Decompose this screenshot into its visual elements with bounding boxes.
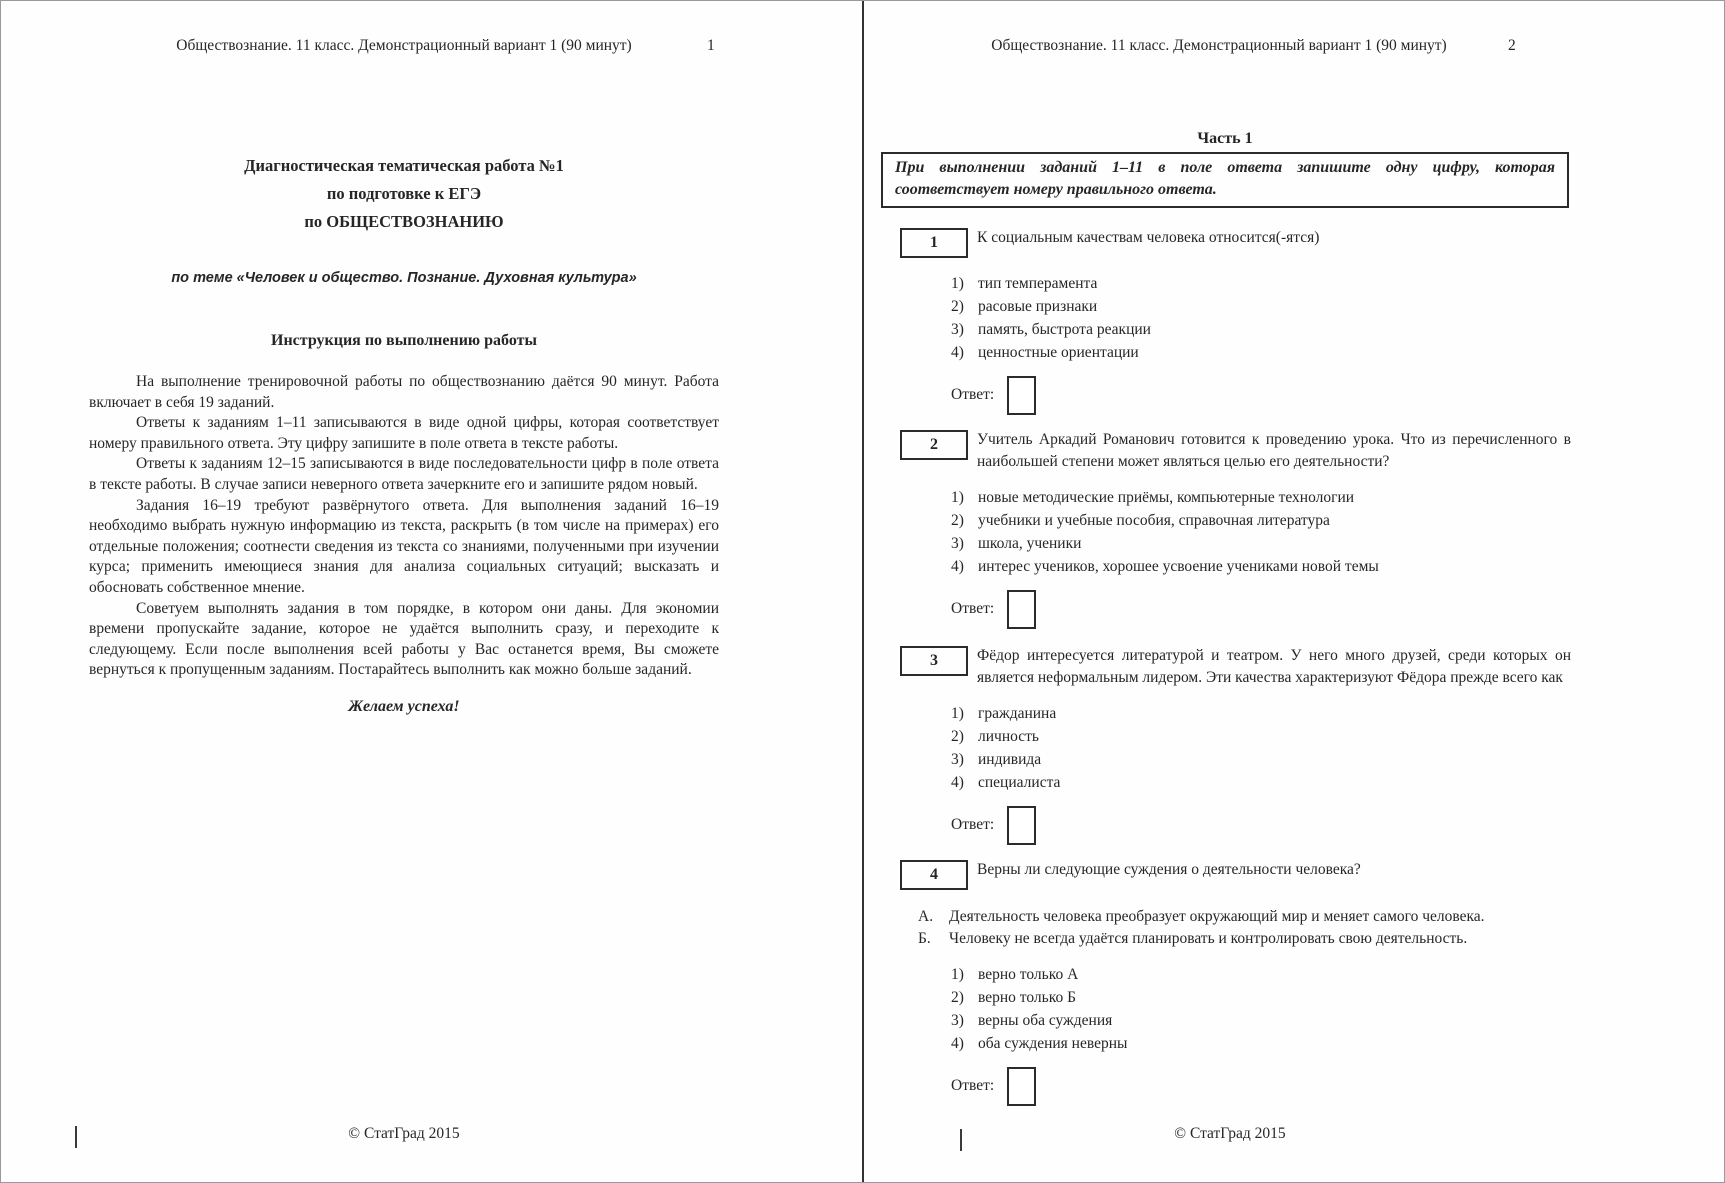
question-1 xyxy=(900,227,1576,415)
page-number: 1 xyxy=(707,37,715,54)
page-number: 2 xyxy=(1508,37,1516,54)
option-row xyxy=(951,1009,1576,1032)
crop-mark xyxy=(75,1126,77,1148)
option-row xyxy=(951,318,1576,341)
title-line-3: по ОБЩЕСТВОЗНАНИЮ xyxy=(304,212,504,231)
question-number-box: 1 xyxy=(900,228,968,258)
instructions-body xyxy=(89,372,719,681)
footer-copyright: © СтатГрад 2015 xyxy=(348,1125,460,1142)
option-row xyxy=(951,555,1576,578)
statement-marker: А. xyxy=(918,908,934,925)
option-marker: 1) xyxy=(951,705,964,722)
answer-box[interactable] xyxy=(1007,806,1036,845)
answer-label: Ответ: xyxy=(951,1077,995,1094)
option-text: специалиста xyxy=(978,774,1061,791)
answer-box[interactable] xyxy=(1007,376,1036,415)
instructions-heading: Инструкция по выполнению работы xyxy=(271,332,537,349)
options-list xyxy=(951,272,1576,364)
option-marker: 2) xyxy=(951,728,964,745)
option-text: новые методические приёмы, компьютерные технологии xyxy=(978,489,1355,506)
option-text: тип темперамента xyxy=(978,275,1098,292)
question-text: Фёдор интересуется литературой и театром. У него много друзей, среди которых он является неформальным лидером. Эти качества характеризуют Фёдора прежде всего как xyxy=(977,647,1571,686)
theme-line: по теме «Человек и общество. Познание. Духовная культура» xyxy=(171,270,637,286)
option-marker: 1) xyxy=(951,966,964,983)
option-marker: 3) xyxy=(951,321,964,338)
option-row xyxy=(951,963,1576,986)
document-title xyxy=(89,152,719,236)
options-list xyxy=(951,702,1576,794)
option-row xyxy=(951,748,1576,771)
option-marker: 4) xyxy=(951,344,964,361)
option-text: гражданина xyxy=(978,705,1057,722)
statements-list xyxy=(918,906,1534,949)
option-marker: 3) xyxy=(951,1012,964,1029)
page-2 xyxy=(862,1,1724,1182)
option-text: расовые признаки xyxy=(978,298,1098,315)
option-text: верно только Б xyxy=(978,989,1076,1006)
option-text: ценностные ориентации xyxy=(978,344,1139,361)
option-row xyxy=(951,295,1576,318)
question-text: Учитель Аркадий Романович готовится к проведению урока. Что из перечисленного в наибольшей степени может являться целью его деятельности? xyxy=(977,431,1571,470)
question-number-box: 2 xyxy=(900,430,968,460)
option-row xyxy=(951,1032,1576,1055)
option-marker: 3) xyxy=(951,751,964,768)
answer-label: Ответ: xyxy=(951,600,995,617)
question-text: К социальным качествам человека относится(-ятся) xyxy=(977,229,1320,246)
part-heading: Часть 1 xyxy=(1197,130,1253,147)
option-marker: 2) xyxy=(951,512,964,529)
option-marker: 1) xyxy=(951,275,964,292)
option-marker: 4) xyxy=(951,558,964,575)
instruction-paragraph: Советуем выполнять задания в том порядке, в котором они даны. Для экономии времени пропускайте задание, которое не удаётся выполнить сразу, и переходите к следующему. Если после выполнения всей работы у Вас останется время, Вы сможете вернуться к пропущенным заданиям. Постарайтесь выполнить как можно больше заданий. xyxy=(89,599,719,679)
option-marker: 3) xyxy=(951,535,964,552)
option-row xyxy=(951,702,1576,725)
option-marker: 4) xyxy=(951,774,964,791)
title-line-1: Диагностическая тематическая работа №1 xyxy=(244,156,564,175)
answer-box[interactable] xyxy=(1007,1067,1036,1106)
question-2 xyxy=(900,429,1576,629)
option-text: школа, ученики xyxy=(978,535,1082,552)
question-4 xyxy=(900,859,1576,1106)
instruction-paragraph: Ответы к заданиям 1–11 записываются в виде одной цифры, которая соответствует номеру правильного ответа. Эту цифру запишите в поле ответа в тексте работы. xyxy=(89,414,719,452)
question-text: Верны ли следующие суждения о деятельности человека? xyxy=(977,861,1361,878)
question-3 xyxy=(900,645,1576,845)
option-text: оба суждения неверны xyxy=(978,1035,1128,1052)
option-text: индивида xyxy=(978,751,1042,768)
footer-copyright: © СтатГрад 2015 xyxy=(1174,1125,1286,1142)
instruction-paragraph: Задания 16–19 требуют развёрнутого ответа. Для выполнения заданий 16–19 необходимо выбрать нужную информацию из текста, раскрыть (в том числе на примерах) его отдельные положения; соотнести сведения из текста со знаниями, полученными при изучении курса; применить имеющиеся знания для анализа социальных ситуаций; высказать и обосновать собственное мнение. xyxy=(89,496,719,596)
option-text: память, быстрота реакции xyxy=(978,321,1151,338)
statement-text: Деятельность человека преобразует окружающий мир и меняет самого человека. xyxy=(949,908,1485,925)
option-marker: 2) xyxy=(951,298,964,315)
option-row xyxy=(951,771,1576,794)
good-luck-line: Желаем успеха! xyxy=(348,698,460,715)
option-row xyxy=(951,532,1576,555)
option-text: верны оба суждения xyxy=(978,1012,1113,1029)
instruction-paragraph: На выполнение тренировочной работы по обществознанию даётся 90 минут. Работа включает в себя 19 заданий. xyxy=(89,373,719,411)
page-1 xyxy=(1,1,862,1182)
option-text: учебники и учебные пособия, справочная литература xyxy=(978,512,1330,529)
option-row xyxy=(951,341,1576,364)
option-row xyxy=(951,509,1576,532)
option-text: интерес учеников, хорошее усвоение учениками новой темы xyxy=(978,558,1379,575)
part-instruction-box: При выполнении заданий 1–11 в поле ответа запишите одну цифру, которая соответствует номеру правильного ответа. xyxy=(881,152,1569,208)
question-number-box: 4 xyxy=(900,860,968,890)
option-marker: 2) xyxy=(951,989,964,1006)
option-text: личность xyxy=(978,728,1039,745)
instruction-paragraph: Ответы к заданиям 12–15 записываются в виде последовательности цифр в поле ответа в тексте работы. В случае записи неверного ответа зачеркните его и запишите рядом новый. xyxy=(89,455,719,493)
answer-label: Ответ: xyxy=(951,816,995,833)
options-list xyxy=(951,963,1576,1055)
statement-marker: Б. xyxy=(918,929,931,947)
option-row xyxy=(951,986,1576,1009)
running-header: Обществознание. 11 класс. Демонстрационный вариант 1 (90 минут) xyxy=(991,37,1447,54)
title-line-2: по подготовке к ЕГЭ xyxy=(326,184,482,203)
option-row xyxy=(951,272,1576,295)
option-text: верно только А xyxy=(978,966,1079,983)
answer-box[interactable] xyxy=(1007,590,1036,629)
statement-text: Человеку не всегда удаётся планировать и контролировать свою деятельность. xyxy=(949,929,1468,947)
question-number-box: 3 xyxy=(900,646,968,676)
options-list xyxy=(951,486,1576,578)
answer-label: Ответ: xyxy=(951,386,995,403)
option-row xyxy=(951,725,1576,748)
option-row xyxy=(951,486,1576,509)
statement-row xyxy=(918,928,1534,950)
option-marker: 1) xyxy=(951,489,964,506)
option-marker: 4) xyxy=(951,1035,964,1052)
running-header: Обществознание. 11 класс. Демонстрационный вариант 1 (90 минут) xyxy=(176,37,632,54)
statement-row xyxy=(918,906,1534,928)
